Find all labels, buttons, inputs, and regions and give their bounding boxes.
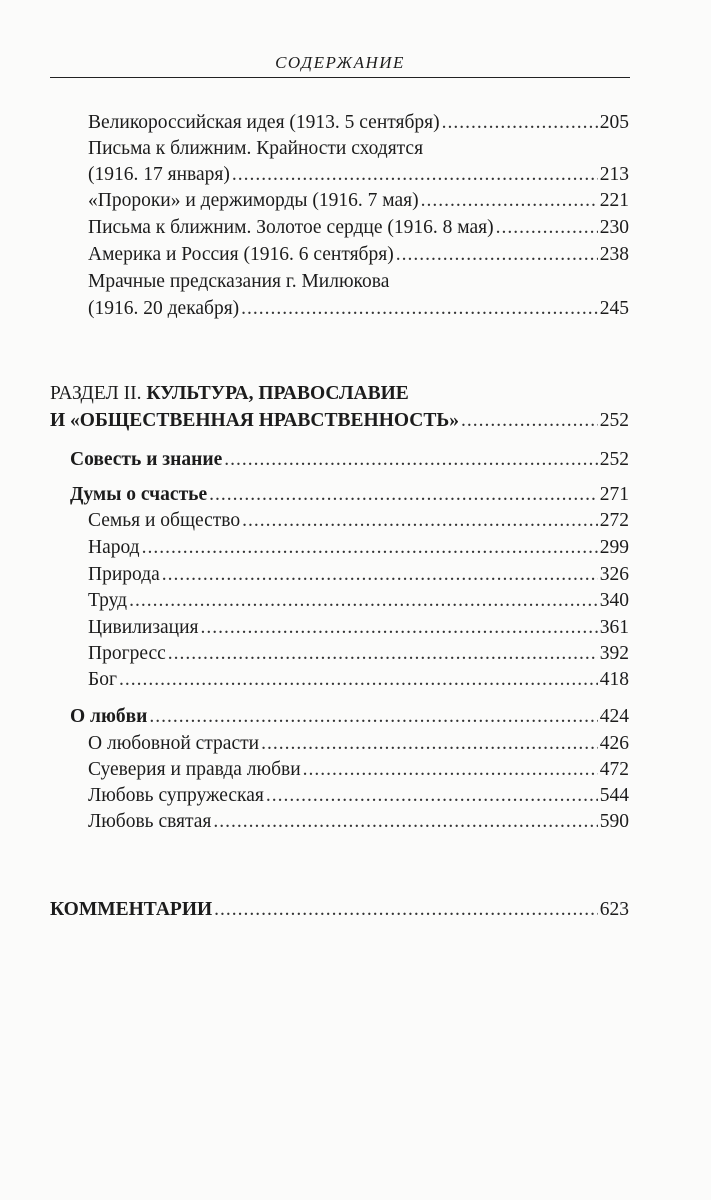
toc-entry xyxy=(50,897,629,923)
toc-entry-page: 230 xyxy=(599,217,629,238)
toc-entry-page: 472 xyxy=(599,759,629,780)
toc-entry-title: Великороссийская идея (1913. 5 сентября) xyxy=(88,112,440,133)
toc-entry-title: (1916. 17 января) xyxy=(88,164,230,185)
dot-leader xyxy=(162,562,598,588)
toc-entry xyxy=(88,667,629,693)
toc-entry xyxy=(88,242,629,268)
toc-entry xyxy=(88,188,629,214)
toc-entry xyxy=(70,704,629,730)
section-title-line: И «ОБЩЕСТВЕННАЯ НРАВСТВЕННОСТЬ» xyxy=(50,410,459,431)
section-heading xyxy=(50,381,409,407)
toc-entry-page: 299 xyxy=(599,537,629,558)
toc-entry xyxy=(88,641,629,667)
toc-entry-title: Думы о счастье xyxy=(70,484,208,505)
toc-entry-page: 590 xyxy=(599,811,629,832)
toc-entry xyxy=(88,757,629,783)
toc-entry-title: Суеверия и правда любви xyxy=(88,759,301,780)
toc-entry-title: Труд xyxy=(88,590,128,611)
dot-leader xyxy=(142,535,598,561)
dot-leader xyxy=(209,482,598,508)
toc-entry-page: 340 xyxy=(599,590,629,611)
toc-entry-title: Бог xyxy=(88,669,117,690)
toc-entry-title: Любовь супружеская xyxy=(88,785,264,806)
toc-entry xyxy=(88,615,629,641)
section-title: КУЛЬТУРА, ПРАВОСЛАВИЕ xyxy=(146,383,409,404)
toc-entry-page: 544 xyxy=(599,785,629,806)
dot-leader xyxy=(421,188,598,214)
toc-entry-title: Цивилизация xyxy=(88,617,199,638)
toc-entry-title: Письма к ближним. Золотое сердце (1916. 8 мая) xyxy=(88,217,494,238)
toc-entry-title: Семья и общество xyxy=(88,510,241,531)
section-heading-entry xyxy=(50,408,629,434)
toc-entry-title: КОММЕНТАРИИ xyxy=(50,899,213,920)
toc-entry-page: 271 xyxy=(599,484,629,505)
toc-entry-title: О любви xyxy=(70,706,148,727)
toc-entry xyxy=(88,588,629,614)
toc-entry-page: 326 xyxy=(599,564,629,585)
dot-leader xyxy=(224,447,598,473)
dot-leader xyxy=(119,667,598,693)
dot-leader xyxy=(168,641,598,667)
toc-entry xyxy=(88,110,629,136)
toc-entry-page: 418 xyxy=(599,669,629,690)
dot-leader xyxy=(496,215,598,241)
toc-entry-page: 623 xyxy=(599,899,629,920)
toc-entry xyxy=(88,535,629,561)
dot-leader xyxy=(149,704,597,730)
toc-entry-page: 238 xyxy=(599,244,629,265)
toc-entry-page: 221 xyxy=(599,190,629,211)
dot-leader xyxy=(201,615,598,641)
toc-entry xyxy=(88,215,629,241)
toc-entry-page: 213 xyxy=(599,164,629,185)
toc-entry xyxy=(88,508,629,534)
toc-entry xyxy=(88,731,629,757)
toc-entry-title: О любовной страсти xyxy=(88,733,260,754)
toc-entry-title: Природа xyxy=(88,564,160,585)
page-header: СОДЕРЖАНИЕ xyxy=(275,53,405,72)
toc-entry xyxy=(88,162,629,188)
toc-entry-title-line: Письма к ближним. Крайности сходятся xyxy=(88,138,424,159)
dot-leader xyxy=(241,296,598,322)
dot-leader xyxy=(213,809,597,835)
toc-entry-page: 361 xyxy=(599,617,629,638)
toc-entry-page: 205 xyxy=(599,112,629,133)
toc-entry-page: 392 xyxy=(599,643,629,664)
toc-entry-title: Народ xyxy=(88,537,140,558)
dot-leader xyxy=(129,588,598,614)
toc-entry-title: Совесть и знание xyxy=(70,449,223,470)
toc-entry xyxy=(88,562,629,588)
dot-leader xyxy=(303,757,598,783)
toc-entry-title: «Пророки» и держиморды (1916. 7 мая) xyxy=(88,190,419,211)
dot-leader xyxy=(461,408,598,434)
toc-entry-title: Прогресс xyxy=(88,643,166,664)
toc-entry-page: 245 xyxy=(599,298,629,319)
dot-leader xyxy=(232,162,598,188)
toc-entry-page: 252 xyxy=(599,449,629,470)
toc-entry-title: (1916. 20 декабря) xyxy=(88,298,240,319)
dot-leader xyxy=(261,731,598,757)
section-prefix: РАЗДЕЛ II. xyxy=(50,383,147,404)
toc-entry xyxy=(88,296,629,322)
toc-entry-page: 272 xyxy=(599,510,629,531)
toc-entry xyxy=(70,447,629,473)
toc-entry xyxy=(88,809,629,835)
toc-entry xyxy=(88,783,629,809)
dot-leader xyxy=(396,242,598,268)
dot-leader xyxy=(442,110,598,136)
toc-entry-title: Любовь святая xyxy=(88,811,212,832)
section-page: 252 xyxy=(599,410,629,431)
toc-entry-page: 426 xyxy=(599,733,629,754)
toc-entry-title: Америка и Россия (1916. 6 сентября) xyxy=(88,244,394,265)
dot-leader xyxy=(214,897,598,923)
toc-entry-title-line: Мрачные предсказания г. Милюкова xyxy=(88,271,390,292)
dot-leader xyxy=(242,508,598,534)
toc-entry xyxy=(70,482,629,508)
dot-leader xyxy=(266,783,598,809)
toc-entry-page: 424 xyxy=(599,706,629,727)
